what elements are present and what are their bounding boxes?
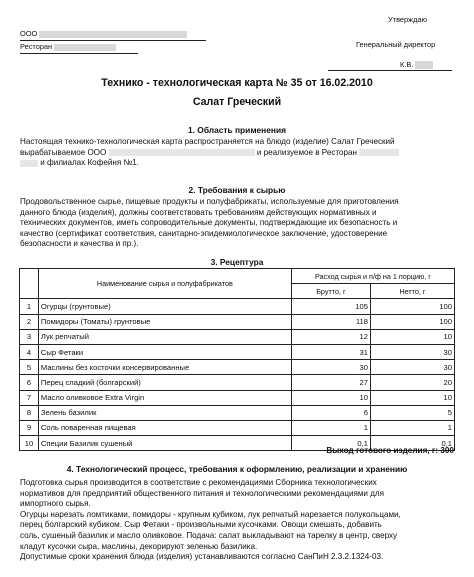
restaurant-line — [20, 42, 116, 51]
table-row: 6 Перец сладкий (болгарский) 27 20 — [20, 375, 455, 390]
section2-heading: 2. Требования к сырью — [188, 185, 286, 195]
restaurant-underline — [20, 53, 138, 54]
table-row: 8 Зелень базилик 6 5 — [20, 405, 455, 420]
section1-line: и филиалах Кофейня №1. — [20, 158, 399, 169]
section4-heading: 4. Технологический процесс, требования к оформлению, реализации и хранению — [66, 464, 408, 474]
section4-line: кладут кусочки сыра, маслины, декорируют зеленью базилика. — [20, 541, 258, 551]
section2-line: Продовольственное сырье, пищевые продукты и полуфабрикаты, используемые для приготовления — [20, 197, 399, 206]
section4-line: соль, сушеный базилик и масло оливковое. Подача: салат выкладывают на тарелку в центр, сверху — [20, 530, 398, 540]
table-row: 9 Соль поваренная пищевая 1 1 — [20, 420, 455, 435]
table-row: 4 Сыр Фетаки 31 30 — [20, 344, 455, 359]
approve-label: Утверждаю — [388, 15, 428, 24]
header-net-cell: Нетто, г — [370, 284, 454, 299]
section3-heading: 3. Рецептура — [210, 257, 264, 267]
section2-body — [20, 197, 399, 250]
redacted-restaurant-name — [54, 44, 116, 51]
redacted-org-name — [109, 149, 255, 156]
section4-body — [20, 478, 401, 563]
section2-line: данного блюда (изделия), должны соответствовать требованиям действующих нормативных и — [20, 207, 377, 217]
org-underline — [20, 40, 206, 41]
section2-line: технических документов, иметь сопроводительные документы, подтверждающие их безопасность и — [20, 218, 398, 228]
yield-total: Выход готового изделия, г: 300 — [326, 446, 454, 455]
table-row: 10 Специи Базилик сушеный 0,1 0,1 — [20, 436, 455, 451]
restaurant-prefix: Ресторан — [20, 42, 53, 51]
redacted-org-name — [39, 31, 187, 38]
section4-line: импортного сырья. — [20, 499, 91, 509]
section4-line: Подготовка сырья производится в соответствие с рекомендациями Сборника технологических — [20, 478, 377, 487]
recipe-table — [19, 268, 455, 451]
section1-body — [20, 137, 399, 169]
header-usage-cell: Расход сырья и п/ф на 1 порцию, г — [291, 269, 454, 284]
section4-line: нормативов для предприятий общественного питания и технологическими рекомендациями для — [20, 488, 385, 498]
section1-heading: 1. Область применения — [188, 125, 286, 135]
dish-name: Салат Греческий — [192, 96, 282, 108]
section1-line: вырабатываемое ООО и реализуемое в Ресторан — [20, 148, 399, 159]
director-name: К.В. — [400, 60, 414, 69]
table-row: 3 Лук репчатый 12 10 — [20, 329, 455, 344]
redacted-text — [20, 160, 38, 167]
section4-line: Огурцы нарезать ломтиками, помидоры - крупным кубиком, лук репчатый нарезается полукольцами, — [20, 509, 401, 519]
header-name-cell: Наименование сырья и полуфабрикатов — [38, 269, 291, 299]
org-prefix: ООО — [20, 29, 38, 38]
org-line — [20, 29, 187, 38]
table-row: 7 Масло оливковое Extra Virgin 10 10 — [20, 390, 455, 405]
director-title: Генеральный директор — [356, 40, 436, 49]
table-row: 2 Помидоры (Томаты) грунтовые 118 100 — [20, 314, 455, 329]
section4-line: Допустимые сроки хранения блюда (изделия) устанавливаются согласно СанПиН 2.3.2.1324-03. — [20, 552, 384, 562]
signature-line — [328, 70, 452, 71]
table-row: 1 Огурцы (грунтовые) 105 100 — [20, 299, 455, 314]
redacted-restaurant-name — [359, 149, 399, 156]
table-row: 5 Маслины без косточки консервированные 30 30 — [20, 360, 455, 375]
section4-line: перец болгарский кубиком. Сыр Фетаки - произвольными кусочками. Овощи смешать, добавить — [20, 520, 382, 530]
header-number-cell — [20, 269, 39, 299]
section2-line: безопасности и качества и пр.). — [20, 239, 139, 249]
redacted-director-surname — [415, 61, 433, 69]
document-title: Технико - технологическая карта № 35 от 16.02.2010 — [101, 77, 373, 89]
header-gross-cell: Брутто, г — [291, 284, 370, 299]
director-name-line — [400, 60, 433, 69]
table-header-row — [20, 269, 455, 284]
section1-line: Настоящая технико-технологическая карта распространяется на блюдо (изделие) Салат Греческий — [20, 137, 395, 146]
section2-line: качество (сертификат соответствия, санитарно-эпидемиологическое заключение, удостоверение — [20, 228, 388, 238]
